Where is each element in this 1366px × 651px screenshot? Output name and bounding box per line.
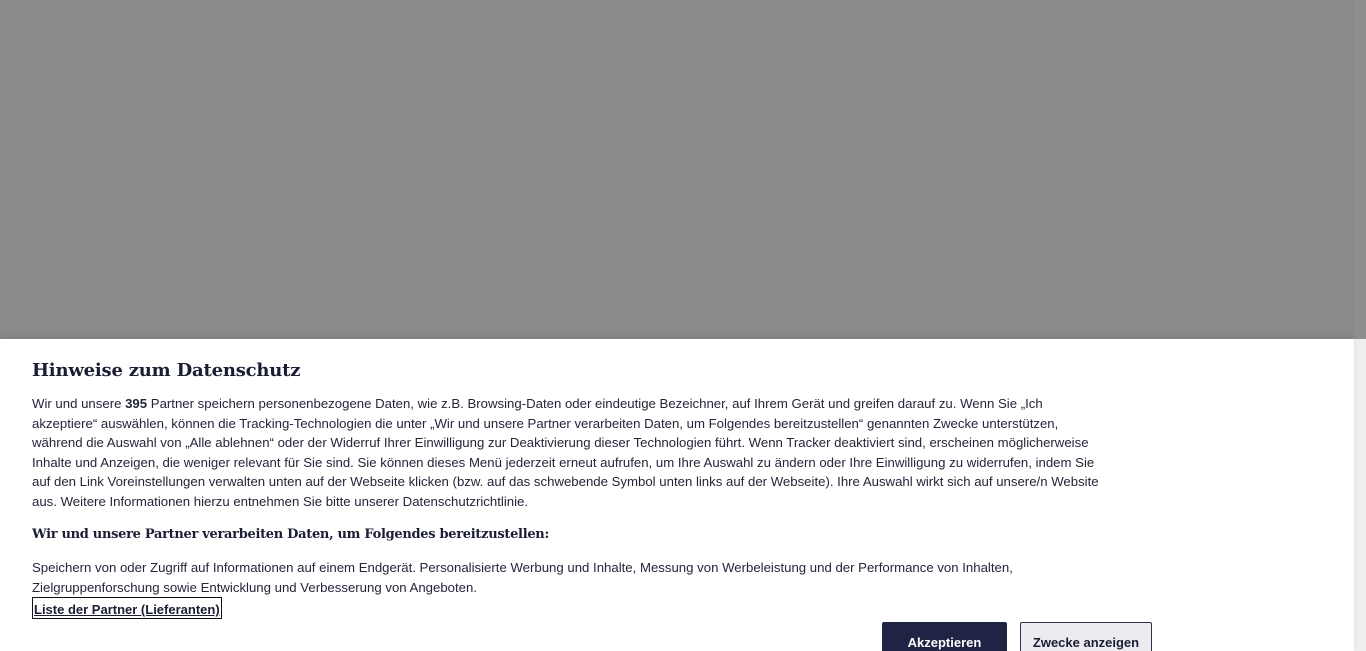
partner-count: 395 — [125, 396, 148, 411]
scrollbar[interactable] — [1354, 0, 1366, 651]
scrollbar-track-lower — [1354, 339, 1366, 651]
partner-list-link[interactable]: Liste der Partner (Lieferanten) — [32, 597, 222, 619]
accept-button[interactable]: Akzeptieren — [882, 622, 1007, 651]
banner-title: Hinweise zum Datenschutz — [32, 360, 301, 381]
purposes-heading: Wir und unsere Partner verarbeiten Daten, um Folgendes bereitzustellen: — [32, 527, 549, 542]
consent-banner — [0, 339, 1354, 651]
purposes-text: Speichern von oder Zugriff auf Informationen auf einem Endgerät. Personalisierte Werbung und Inhalte, Messung von Werbeleistung und der Performance von Inhalten, Zielgruppenforschung sowie Entwicklung und Verbesserung von Angeboten. — [32, 560, 1013, 595]
intro-text-start: Wir und unsere — [32, 396, 126, 411]
intro-text-rest: Partner speichern personenbezogene Daten, wie z.B. Browsing-Daten oder eindeutige Bezeichner, auf Ihrem Gerät und greifen darauf zu. Wenn Sie „Ich akzeptiere“ auswählen, können die Tracking-Technologien die unter „Wir und unsere Partner verarbeiten Daten, um Folgendes bereitzustellen“ genannten Zwecke unterstützen, während die Auswahl von „Alle ablehnen“ oder der Widerruf Ihrer Einwilligung zur Deaktivierung dieser Technologien führt. Wenn Tracker deaktiviert sind, erscheinen möglicherweise Inhalte und Anzeigen, die weniger relevant für Sie sind. Sie können dieses Menü jederzeit erneut aufrufen, um Ihre Auswahl zu ändern oder Ihre Einwilligung zu widerrufen, indem Sie auf den Link Voreinstellungen verwalten unten auf der Webseite klicken (bzw. auf das schwebende Symbol unten links auf der Webseite). Ihre Auswahl wirkt sich auf unsere/n Website aus. Weitere Informationen hierzu entnehmen Sie bitte unserer Datenschutzrichtlinie. — [32, 396, 1099, 509]
consent-description — [32, 394, 1107, 512]
show-purposes-button[interactable]: Zwecke anzeigen — [1020, 622, 1152, 651]
